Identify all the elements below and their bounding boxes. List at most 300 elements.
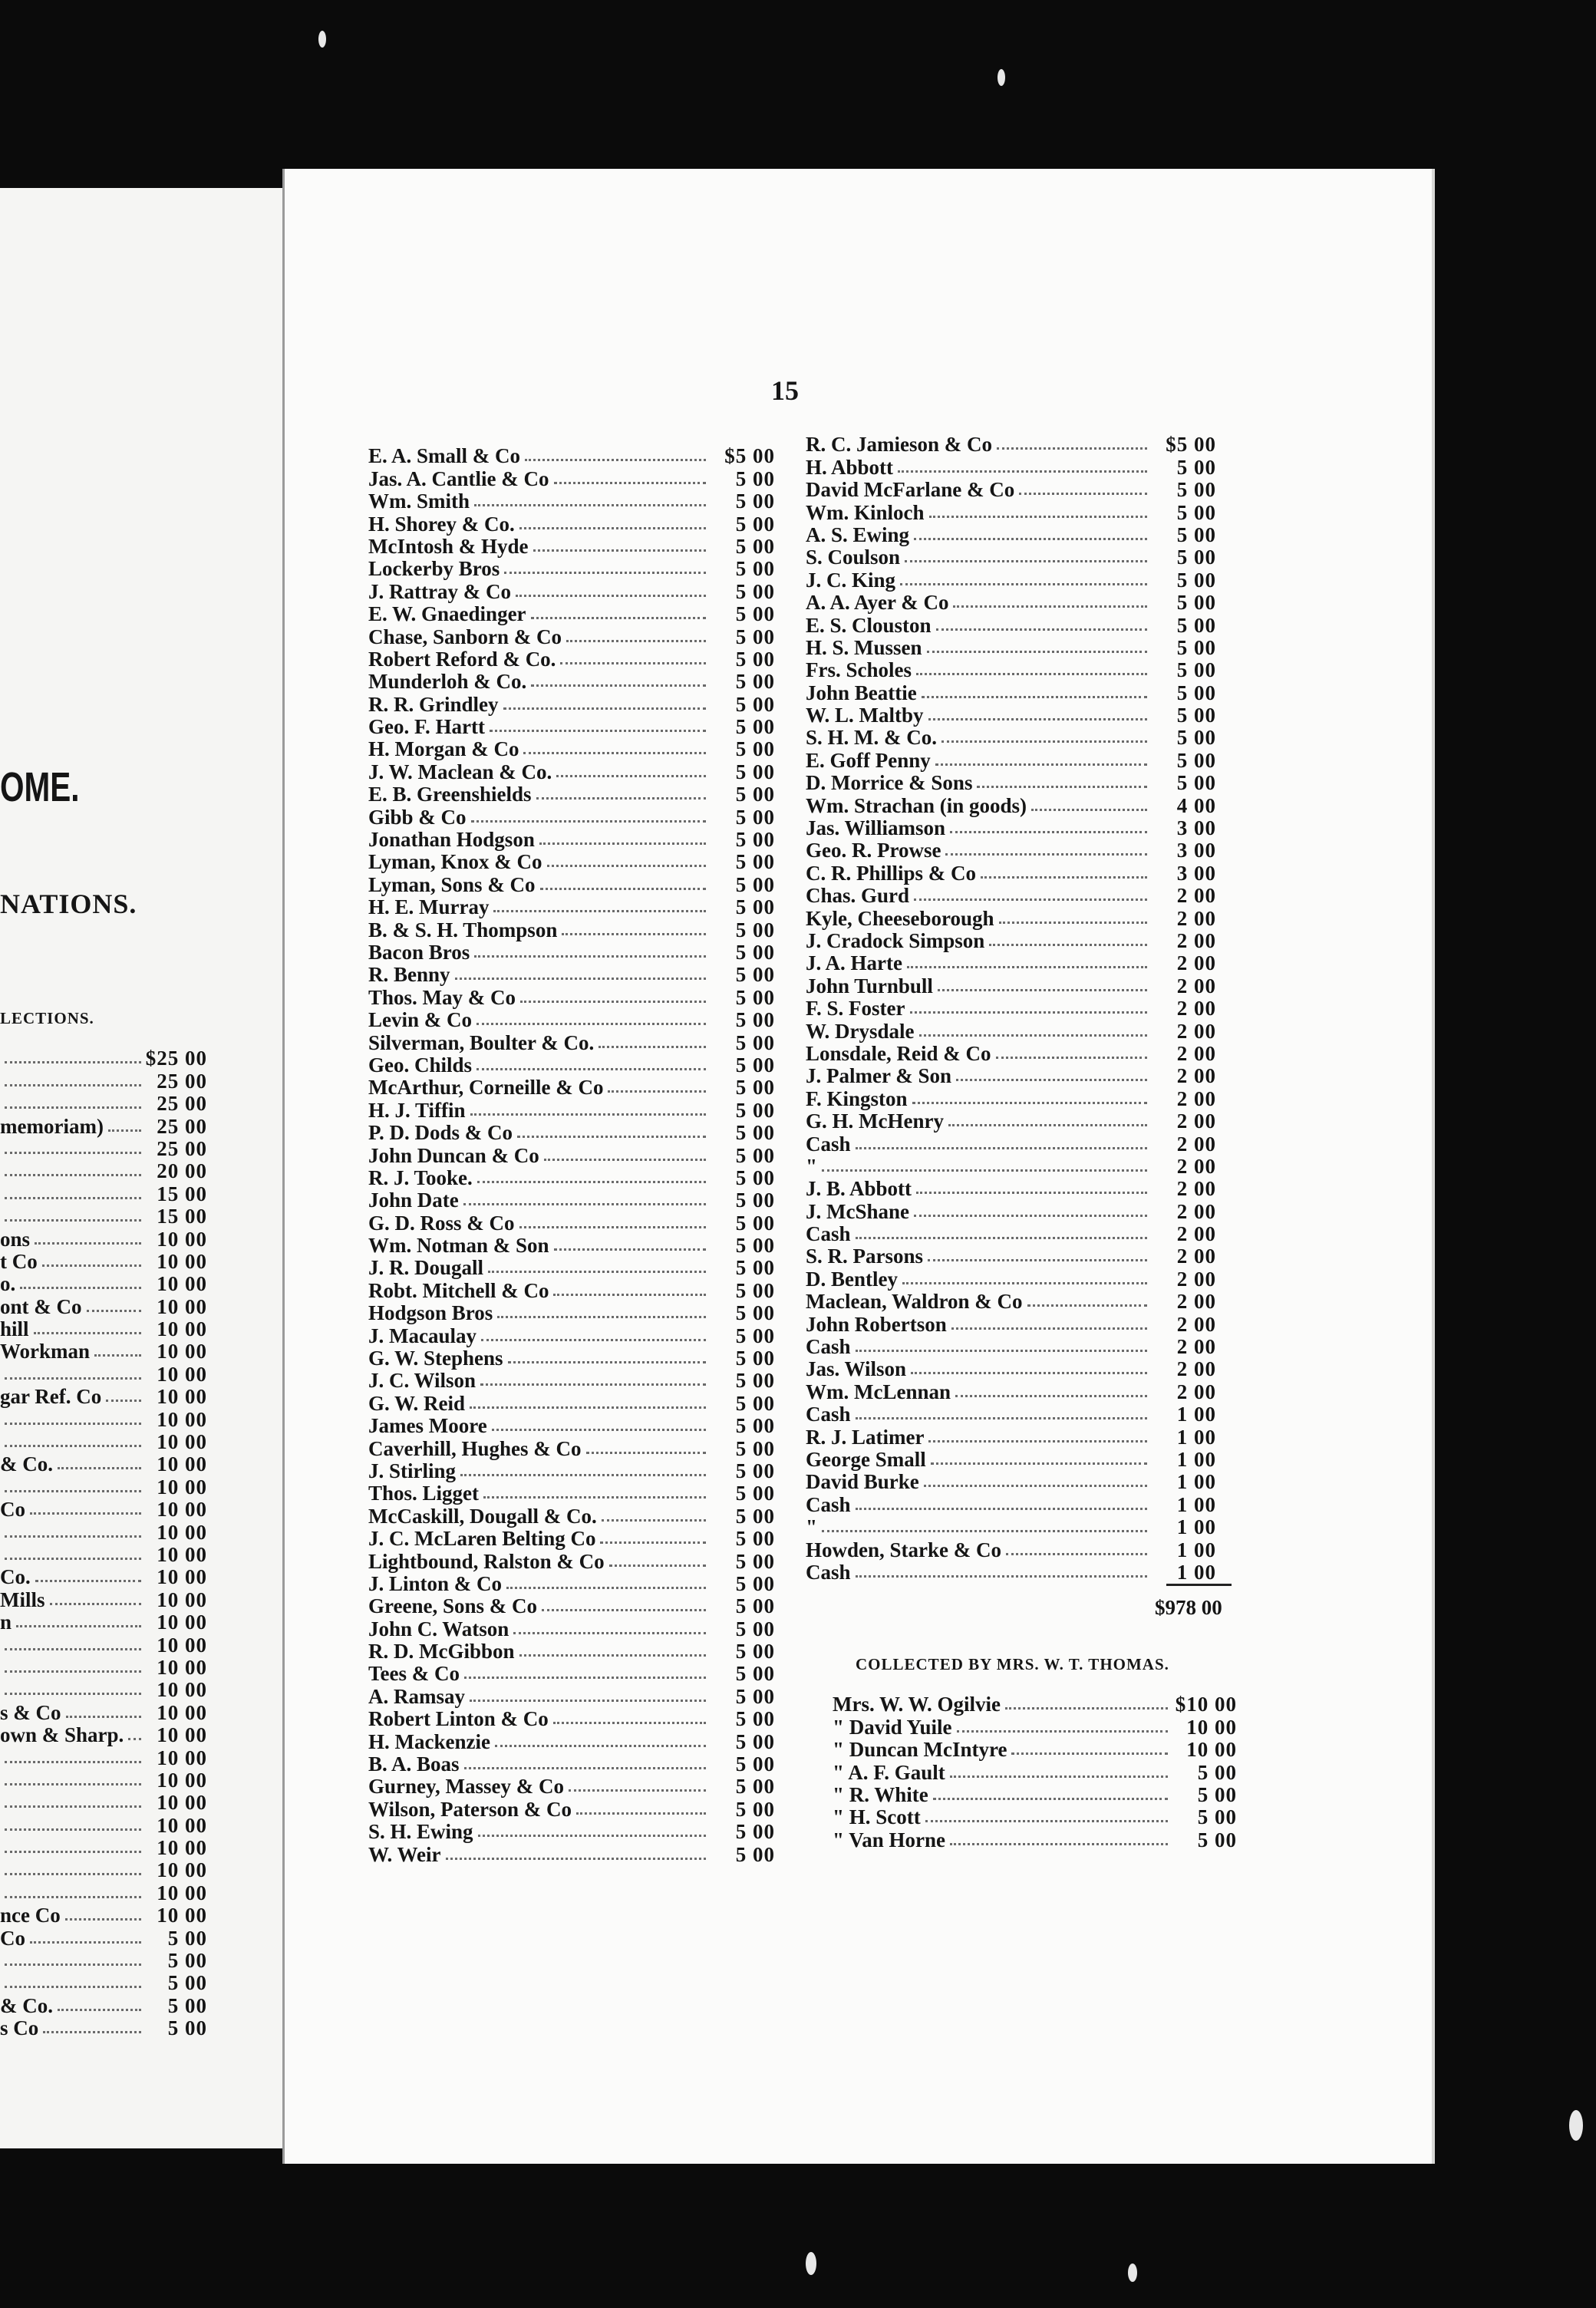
donation-amount: 5 00: [735, 1189, 775, 1212]
dot-leader: [900, 583, 1147, 585]
left-donation-row: [0, 1251, 207, 1273]
left-page: [0, 188, 289, 2148]
dust-speck: [806, 2252, 816, 2275]
left-donation-amount: 10 00: [157, 1272, 207, 1296]
donation-amount: 5 00: [735, 783, 775, 806]
donation-name: Wm. Notman & Son: [368, 1234, 549, 1258]
left-donation-amount: 25 00: [157, 1092, 207, 1116]
dust-speck: [318, 31, 326, 48]
donation-amount: 5 00: [735, 1391, 775, 1415]
donation-name: Robert Linton & Co: [368, 1707, 549, 1731]
donation-row: [368, 716, 775, 738]
donation-row: [368, 1167, 775, 1189]
left-donation-row: [0, 2017, 207, 2039]
donation-name: R. Benny: [368, 963, 450, 987]
donation-amount: 5 00: [735, 1030, 775, 1054]
dot-leader: [508, 1361, 706, 1363]
dot-leader: [569, 1789, 706, 1792]
donation-row: [806, 479, 1216, 501]
donation-name: J. Palmer & Son: [806, 1064, 951, 1088]
dot-leader: [1031, 809, 1147, 811]
donation-amount: 5 00: [735, 872, 775, 896]
left-donation-amount: 10 00: [157, 1655, 207, 1679]
dot-leader: [43, 2031, 141, 2033]
donation-row: [368, 760, 775, 783]
left-donation-amount: 5 00: [167, 1926, 207, 1950]
left-donation-name: own & Sharp.: [0, 1723, 124, 1747]
donation-row: [368, 693, 775, 715]
left-donation-row: [0, 1138, 207, 1160]
donation-name: James Moore: [368, 1414, 487, 1438]
dot-leader: [539, 842, 706, 845]
dot-leader: [470, 1113, 706, 1116]
collected-donation-name: " Van Horne: [833, 1828, 946, 1851]
donation-amount: 2 00: [1176, 1086, 1216, 1110]
donation-amount: 5 00: [735, 1640, 775, 1663]
donation-row: [368, 1031, 775, 1053]
left-donation-amount: 10 00: [157, 1904, 207, 1927]
donation-row: [806, 930, 1216, 952]
donation-row: [806, 1471, 1216, 1493]
dot-leader: [20, 1287, 141, 1289]
dot-leader: [464, 1677, 706, 1679]
donation-row: [368, 1753, 775, 1776]
donation-row: [806, 794, 1216, 816]
donation-name: H. Shorey & Co.: [368, 512, 515, 536]
donation-row: [368, 1821, 775, 1843]
left-donation-amount: 10 00: [157, 1430, 207, 1454]
left-donation-name: & Co.: [0, 1452, 53, 1476]
donation-row: [806, 592, 1216, 614]
donation-row: [806, 997, 1216, 1020]
left-donation-name: nce Co: [0, 1904, 61, 1927]
dot-leader: [566, 640, 706, 642]
donation-name: John Date: [368, 1189, 459, 1212]
left-donation-name: Workman: [0, 1340, 91, 1363]
dot-leader: [506, 1587, 706, 1589]
dot-leader: [553, 1294, 706, 1296]
dot-leader: [520, 1001, 706, 1003]
left-donation-amount: 5 00: [167, 1949, 207, 1973]
page-number: 15: [771, 375, 799, 406]
donation-name: Levin & Co: [368, 1008, 472, 1032]
donation-amount: 2 00: [1176, 1199, 1216, 1223]
donation-name: McCaskill, Dougall & Co.: [368, 1504, 597, 1528]
dot-leader: [477, 1181, 706, 1183]
dot-leader: [5, 1558, 141, 1560]
donation-row: [368, 896, 775, 918]
donation-amount: 5 00: [735, 1752, 775, 1776]
donation-name: Munderloh & Co.: [368, 670, 527, 694]
donation-name: J. C. McLaren Belting Co: [368, 1527, 596, 1551]
donation-amount: 5 00: [1176, 455, 1216, 479]
donation-name: Cash: [806, 1132, 851, 1156]
donation-row: [806, 1561, 1216, 1584]
donation-amount: 1 00: [1176, 1403, 1216, 1426]
donation-row: [368, 1528, 775, 1550]
donation-row: [368, 1708, 775, 1730]
dot-leader: [5, 1693, 141, 1695]
dot-leader: [935, 763, 1147, 766]
donation-row: [806, 1336, 1216, 1358]
donation-name: Maclean, Waldron & Co: [806, 1290, 1023, 1314]
left-donation-name: s Co: [0, 2016, 39, 2040]
collected-donation-name: Mrs. W. W. Ogilvie: [833, 1693, 1001, 1716]
donation-amount: 4 00: [1176, 793, 1216, 817]
donation-row: [368, 490, 775, 513]
donation-amount: 5 00: [735, 1797, 775, 1821]
donation-row: [368, 558, 775, 580]
dot-leader: [65, 1918, 141, 1921]
donation-amount: 5 00: [735, 715, 775, 739]
donation-amount: 5 00: [735, 963, 775, 987]
dot-leader: [989, 944, 1147, 946]
dot-leader: [856, 1147, 1147, 1149]
left-donation-row: [0, 1837, 207, 1859]
donation-row: [368, 1235, 775, 1257]
left-donation-amount: 10 00: [157, 1611, 207, 1634]
donation-name: ": [806, 1154, 817, 1178]
donation-amount: 5 00: [735, 490, 775, 513]
left-page-section-heading: LECTIONS.: [0, 1009, 94, 1027]
donation-amount: 5 00: [735, 1571, 775, 1595]
donation-row: [806, 1133, 1216, 1155]
left-donation-amount: 15 00: [157, 1182, 207, 1205]
donation-name: J. Cradock Simpson: [806, 928, 985, 952]
donation-row: [806, 817, 1216, 839]
dot-leader: [898, 470, 1147, 473]
left-donation-row: [0, 1566, 207, 1588]
donation-amount: 5 00: [1176, 523, 1216, 546]
dot-leader: [476, 1068, 706, 1070]
donation-row: [806, 1291, 1216, 1313]
donation-name: George Small: [806, 1447, 926, 1471]
donation-name: Geo. Childs: [368, 1053, 473, 1077]
donation-list-column-2: [806, 434, 1216, 1584]
donation-amount: 5 00: [1176, 635, 1216, 659]
dot-leader: [856, 1575, 1147, 1578]
left-donation-amount: 10 00: [157, 1498, 207, 1522]
donation-amount: 5 00: [735, 579, 775, 603]
donation-amount: 5 00: [735, 1234, 775, 1258]
dot-leader: [919, 1034, 1147, 1037]
donation-name: D. Morrice & Sons: [806, 771, 973, 795]
donation-row: [368, 1573, 775, 1595]
donation-amount: 2 00: [1176, 1380, 1216, 1403]
left-donation-name: t Co: [0, 1249, 38, 1273]
donation-row: [368, 941, 775, 964]
donation-amount: 1 00: [1176, 1470, 1216, 1494]
collected-donation-amount: 5 00: [1197, 1828, 1237, 1851]
left-donation-row: [0, 1499, 207, 1521]
donation-row: [368, 580, 775, 602]
dot-leader: [1011, 1752, 1168, 1755]
total-rule: [1166, 1584, 1232, 1586]
left-donation-row: [0, 1972, 207, 1994]
dot-leader: [58, 1467, 141, 1469]
dot-leader: [35, 1242, 141, 1245]
dot-leader: [5, 1986, 141, 1988]
donation-name: Lockerby Bros: [368, 557, 500, 581]
left-donation-amount: 10 00: [157, 1542, 207, 1566]
donation-name: Jas. Wilson: [806, 1357, 907, 1381]
donation-row: [806, 546, 1216, 569]
left-donation-row: [0, 1746, 207, 1769]
donation-amount: 2 00: [1176, 1222, 1216, 1246]
dot-leader: [933, 1798, 1168, 1800]
donation-row: [806, 659, 1216, 681]
donation-amount: 2 00: [1176, 906, 1216, 930]
dot-leader: [455, 978, 706, 980]
left-donation-row: [0, 1544, 207, 1566]
donation-amount: 2 00: [1176, 1245, 1216, 1268]
donation-name: Lyman, Sons & Co: [368, 872, 536, 896]
donation-amount: 5 00: [735, 1256, 775, 1280]
donation-amount: 5 00: [735, 1369, 775, 1393]
donation-amount: 5 00: [735, 1729, 775, 1753]
donation-row: [806, 839, 1216, 862]
donation-row: [368, 1324, 775, 1347]
left-donation-row: [0, 1881, 207, 1904]
dot-leader: [516, 595, 706, 597]
donation-row: [806, 456, 1216, 478]
dot-leader: [16, 1625, 141, 1627]
dot-leader: [950, 831, 1147, 833]
dot-leader: [576, 1812, 706, 1815]
left-donation-row: [0, 1093, 207, 1115]
left-donation-amount: 10 00: [157, 1385, 207, 1409]
donation-row: [368, 986, 775, 1008]
donation-name: Kyle, Cheeseborough: [806, 906, 994, 930]
left-donation-row: [0, 1588, 207, 1611]
left-donation-row: [0, 1859, 207, 1881]
dot-leader: [5, 1084, 141, 1086]
dot-leader: [490, 730, 706, 732]
dot-leader: [108, 1129, 141, 1132]
donation-name: R. C. Jamieson & Co: [806, 433, 992, 457]
dot-leader: [480, 1383, 706, 1386]
left-donation-amount: 10 00: [157, 1858, 207, 1882]
donation-name: H. Morgan & Co: [368, 737, 519, 761]
donation-amount: 2 00: [1176, 1335, 1216, 1359]
left-donation-row: [0, 1611, 207, 1634]
left-donation-row: [0, 1318, 207, 1340]
collected-donation-amount: $10 00: [1175, 1693, 1237, 1716]
donation-name: Geo. R. Prowse: [806, 839, 941, 862]
dot-leader: [554, 482, 707, 484]
donation-amount: 5 00: [735, 1617, 775, 1640]
left-donation-amount: 10 00: [157, 1813, 207, 1837]
donation-amount: 2 00: [1176, 974, 1216, 997]
dot-leader: [5, 1377, 141, 1380]
donation-amount: 5 00: [1176, 658, 1216, 682]
dot-leader: [822, 1169, 1147, 1172]
donation-row: [806, 614, 1216, 636]
donation-name: David McFarlane & Co: [806, 478, 1015, 502]
donation-amount: 5 00: [1176, 546, 1216, 569]
donation-amount: 2 00: [1176, 1109, 1216, 1133]
donation-amount: 2 00: [1176, 1312, 1216, 1336]
dot-leader: [5, 1061, 141, 1063]
left-donation-amount: 25 00: [157, 1069, 207, 1093]
dot-leader: [856, 1237, 1147, 1239]
left-donation-amount: 10 00: [157, 1881, 207, 1904]
donation-amount: 5 00: [735, 737, 775, 761]
dot-leader: [905, 560, 1147, 562]
donation-row: [806, 974, 1216, 997]
left-donation-row: [0, 1927, 207, 1949]
donation-row: [806, 1245, 1216, 1268]
left-donation-name: Co: [0, 1498, 25, 1522]
left-donation-amount: 10 00: [157, 1294, 207, 1318]
donation-amount: 5 00: [1176, 500, 1216, 524]
collected-donation-row: [833, 1716, 1237, 1738]
dot-leader: [924, 1485, 1147, 1487]
donation-name: H. J. Tiffin: [368, 1098, 466, 1122]
donation-row: [806, 1403, 1216, 1426]
left-donation-row: [0, 1160, 207, 1182]
dot-leader: [495, 1745, 706, 1747]
donation-row: [368, 1685, 775, 1707]
donation-row: [806, 1043, 1216, 1065]
dot-leader: [907, 966, 1147, 968]
collected-donation-name: " H. Scott: [833, 1805, 921, 1829]
donation-name: Wm. Kinloch: [806, 500, 925, 524]
donation-name: Cash: [806, 1492, 851, 1516]
dot-leader: [544, 1159, 706, 1161]
column-total: $978 00: [1155, 1596, 1222, 1619]
donation-name: J. B. Abbott: [806, 1177, 912, 1201]
donation-name: S. H. M. & Co.: [806, 726, 937, 750]
dot-leader: [931, 1462, 1147, 1465]
left-donation-row: [0, 1386, 207, 1408]
donation-name: Hodgson Bros: [368, 1301, 493, 1325]
collected-donation-amount: 5 00: [1197, 1805, 1237, 1829]
dot-leader: [30, 1512, 141, 1515]
donation-name: Lyman, Knox & Co: [368, 850, 542, 874]
dot-leader: [556, 775, 706, 777]
donation-name: Cash: [806, 1335, 851, 1359]
left-donation-row: [0, 1363, 207, 1385]
donation-amount: 5 00: [735, 1549, 775, 1573]
donation-name: H. E. Murray: [368, 895, 490, 919]
dot-leader: [493, 910, 706, 912]
donation-amount: $5 00: [724, 444, 775, 468]
donation-amount: 5 00: [735, 940, 775, 964]
left-donation-amount: 10 00: [157, 1227, 207, 1251]
dot-leader: [999, 922, 1147, 924]
left-donation-amount: 10 00: [157, 1340, 207, 1363]
donation-name: W. L. Maltby: [806, 704, 924, 727]
donation-name: Lightbound, Ralston & Co: [368, 1549, 605, 1573]
left-donation-row: [0, 1047, 207, 1070]
donation-name: R. J. Latimer: [806, 1425, 925, 1449]
donation-name: Jonathan Hodgson: [368, 828, 535, 852]
dot-leader: [609, 1564, 706, 1567]
dot-leader: [996, 1057, 1147, 1059]
donation-row: [368, 1437, 775, 1459]
donation-amount: 5 00: [735, 1527, 775, 1551]
left-donation-row: [0, 1228, 207, 1250]
donation-row: [806, 637, 1216, 659]
dot-leader: [5, 1828, 141, 1831]
donation-name: R. R. Grindley: [368, 692, 499, 716]
left-donation-name: Co: [0, 1926, 25, 1950]
donation-name: A. S. Ewing: [806, 523, 910, 546]
donation-amount: 5 00: [1176, 568, 1216, 592]
donation-row: [368, 467, 775, 490]
donation-name: Tees & Co: [368, 1662, 460, 1686]
donation-row: [368, 738, 775, 760]
donation-name: A. A. Ayer & Co: [806, 591, 949, 615]
donation-amount: 3 00: [1176, 839, 1216, 862]
donation-row: [806, 952, 1216, 974]
dot-leader: [463, 1203, 706, 1205]
left-donation-amount: 10 00: [157, 1475, 207, 1499]
donation-amount: 1 00: [1176, 1538, 1216, 1561]
donation-name: J. W. Maclean & Co.: [368, 760, 552, 783]
donation-name: B. & S. H. Thompson: [368, 918, 558, 941]
donation-row: [806, 727, 1216, 749]
donation-amount: 5 00: [1176, 478, 1216, 502]
donation-amount: 2 00: [1176, 1177, 1216, 1201]
dot-leader: [914, 898, 1147, 901]
donation-row: [368, 648, 775, 671]
donation-amount: 2 00: [1176, 1290, 1216, 1314]
left-donation-row: [0, 1814, 207, 1836]
dot-leader: [950, 1776, 1168, 1778]
dot-leader: [58, 2009, 141, 2011]
donation-row: [368, 1257, 775, 1279]
donation-amount: 1 00: [1176, 1425, 1216, 1449]
left-donation-amount: 10 00: [157, 1452, 207, 1476]
donation-amount: 5 00: [735, 1121, 775, 1145]
donation-amount: 5 00: [735, 1166, 775, 1189]
donation-amount: 5 00: [735, 1820, 775, 1844]
donation-row: [806, 1200, 1216, 1222]
donation-name: David Burke: [806, 1470, 919, 1494]
left-donation-amount: 10 00: [157, 1633, 207, 1657]
left-donation-row: [0, 1070, 207, 1092]
dot-leader: [951, 1327, 1147, 1330]
donation-row: [368, 536, 775, 558]
dot-leader: [30, 1941, 141, 1944]
donation-amount: 2 00: [1176, 1357, 1216, 1381]
donation-name: ": [806, 1515, 817, 1539]
donation-name: E. Goff Penny: [806, 748, 931, 772]
donation-amount: 5 00: [735, 692, 775, 716]
donation-row: [806, 501, 1216, 523]
donation-row: [368, 1798, 775, 1820]
donation-amount: 5 00: [735, 534, 775, 558]
donation-row: [368, 513, 775, 535]
dot-leader: [554, 1248, 706, 1251]
donation-amount: 5 00: [1176, 748, 1216, 772]
dot-leader: [525, 459, 706, 461]
dot-leader: [503, 707, 706, 710]
left-donation-row: [0, 1701, 207, 1723]
left-donation-name: n: [0, 1611, 12, 1634]
donation-row: [368, 1482, 775, 1505]
left-donation-amount: 5 00: [167, 1993, 207, 2017]
donation-name: Cash: [806, 1403, 851, 1426]
dot-leader: [912, 1102, 1147, 1104]
donation-name: Lonsdale, Reid & Co: [806, 1041, 991, 1065]
donation-name: Cash: [806, 1560, 851, 1584]
donation-amount: 5 00: [735, 760, 775, 783]
dot-leader: [977, 786, 1147, 788]
donation-name: John Beattie: [806, 681, 917, 704]
